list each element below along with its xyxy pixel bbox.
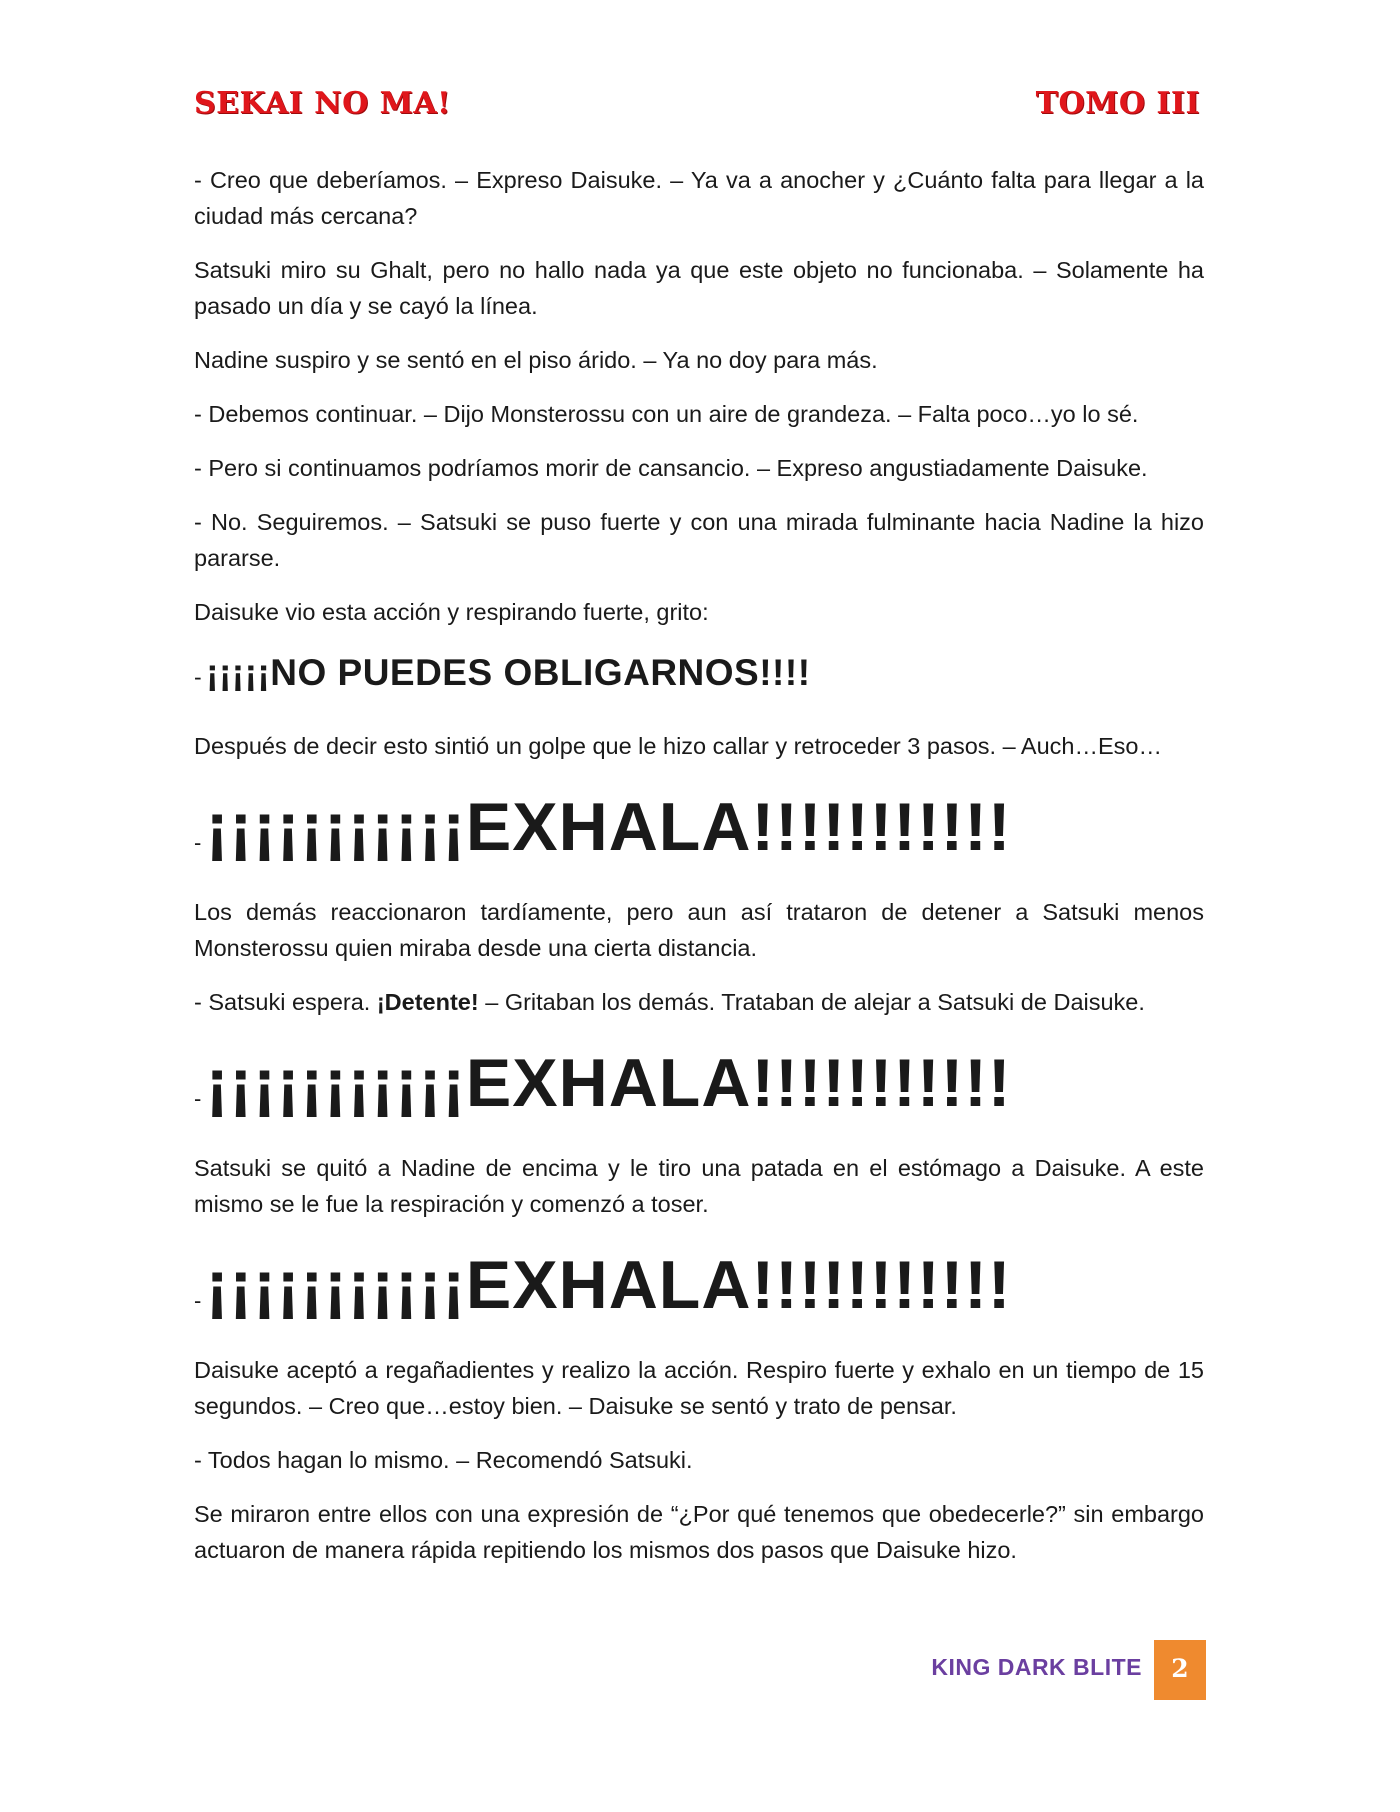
shout-exhala-1 (194, 782, 1204, 874)
paragraph-9: Los demás reaccionaron tardíamente, pero aun así trataron de detener a Satsuki menos Monsterossu quien miraba desde una cierta distancia. (194, 899, 1204, 961)
paragraph-13: - Todos hagan lo mismo. – Recomendó Satsuki. (194, 1447, 693, 1473)
paragraph-10-start: - Satsuki espera. (194, 989, 377, 1015)
page-header (194, 86, 1200, 136)
page-body (194, 162, 1204, 1586)
paragraph-8: Después de decir esto sintió un golpe que le hizo callar y retroceder 3 pasos. – Auch…Eso… (194, 733, 1162, 759)
paragraph-3: Nadine suspiro y se sentó en el piso árido. – Ya no doy para más. (194, 347, 878, 373)
shout-exhala-3 (194, 1240, 1204, 1332)
shout-dash: - (194, 1086, 202, 1111)
shout-text: ¡¡¡¡¡¡¡¡¡¡¡EXHALA!!!!!!!!!!! (205, 789, 1012, 865)
paragraph-2: Satsuki miro su Ghalt, pero no hallo nada ya que este objeto no funcionaba. – Solamente ha pasado un día y se cayó la línea. (194, 257, 1204, 319)
shout-exhala-2 (194, 1038, 1204, 1130)
paragraph-10 (194, 984, 1204, 1020)
shout-dash: - (194, 664, 202, 690)
shout-dash: - (194, 830, 202, 855)
page-number: 2 (1154, 1640, 1206, 1700)
paragraph-12: Daisuke aceptó a regañadientes y realizo la acción. Respiro fuerte y exhalo en un tiempo de 15 segundos. – Creo que…estoy bien. – Daisuke se sentó y trato de pensar. (194, 1357, 1204, 1419)
paragraph-14: Se miraron entre ellos con una expresión de “¿Por qué tenemos que obedecerle?” sin embargo actuaron de manera rápida repitiendo los mismos dos pasos que Daisuke hizo. (194, 1501, 1204, 1563)
page-footer (931, 1640, 1206, 1700)
paragraph-5: - Pero si continuamos podríamos morir de cansancio. – Expreso angustiadamente Daisuke. (194, 455, 1148, 481)
shout-no-puedes (194, 648, 1204, 706)
paragraph-10-bold: ¡Detente! (376, 989, 479, 1015)
paragraph-10-end: – Gritaban los demás. Trataban de alejar a Satsuki de Daisuke. (478, 989, 1145, 1015)
shout-text: ¡¡¡¡¡NO PUEDES OBLIGARNOS!!!! (206, 652, 811, 693)
shout-text: ¡¡¡¡¡¡¡¡¡¡¡EXHALA!!!!!!!!!!! (205, 1045, 1012, 1121)
paragraph-11: Satsuki se quitó a Nadine de encima y le tiro una patada en el estómago a Daisuke. A este mismo se le fue la respiración y comenzó a toser. (194, 1155, 1204, 1217)
volume-label: TOMO III (1035, 86, 1200, 121)
shout-text: ¡¡¡¡¡¡¡¡¡¡¡EXHALA!!!!!!!!!!! (205, 1247, 1012, 1323)
paragraph-1: - Creo que deberíamos. – Expreso Daisuke. – Ya va a anocher y ¿Cuánto falta para llegar a la ciudad más cercana? (194, 167, 1204, 229)
shout-dash: - (194, 1288, 202, 1313)
book-title: SEKAI NO MA! (194, 86, 451, 121)
paragraph-6: - No. Seguiremos. – Satsuki se puso fuerte y con una mirada fulminante hacia Nadine la hizo pararse. (194, 509, 1204, 571)
paragraph-7: Daisuke vio esta acción y respirando fuerte, grito: (194, 599, 709, 625)
paragraph-4: - Debemos continuar. – Dijo Monsterossu con un aire de grandeza. – Falta poco…yo lo sé. (194, 401, 1139, 427)
author-name: KING DARK BLITE (931, 1654, 1142, 1680)
